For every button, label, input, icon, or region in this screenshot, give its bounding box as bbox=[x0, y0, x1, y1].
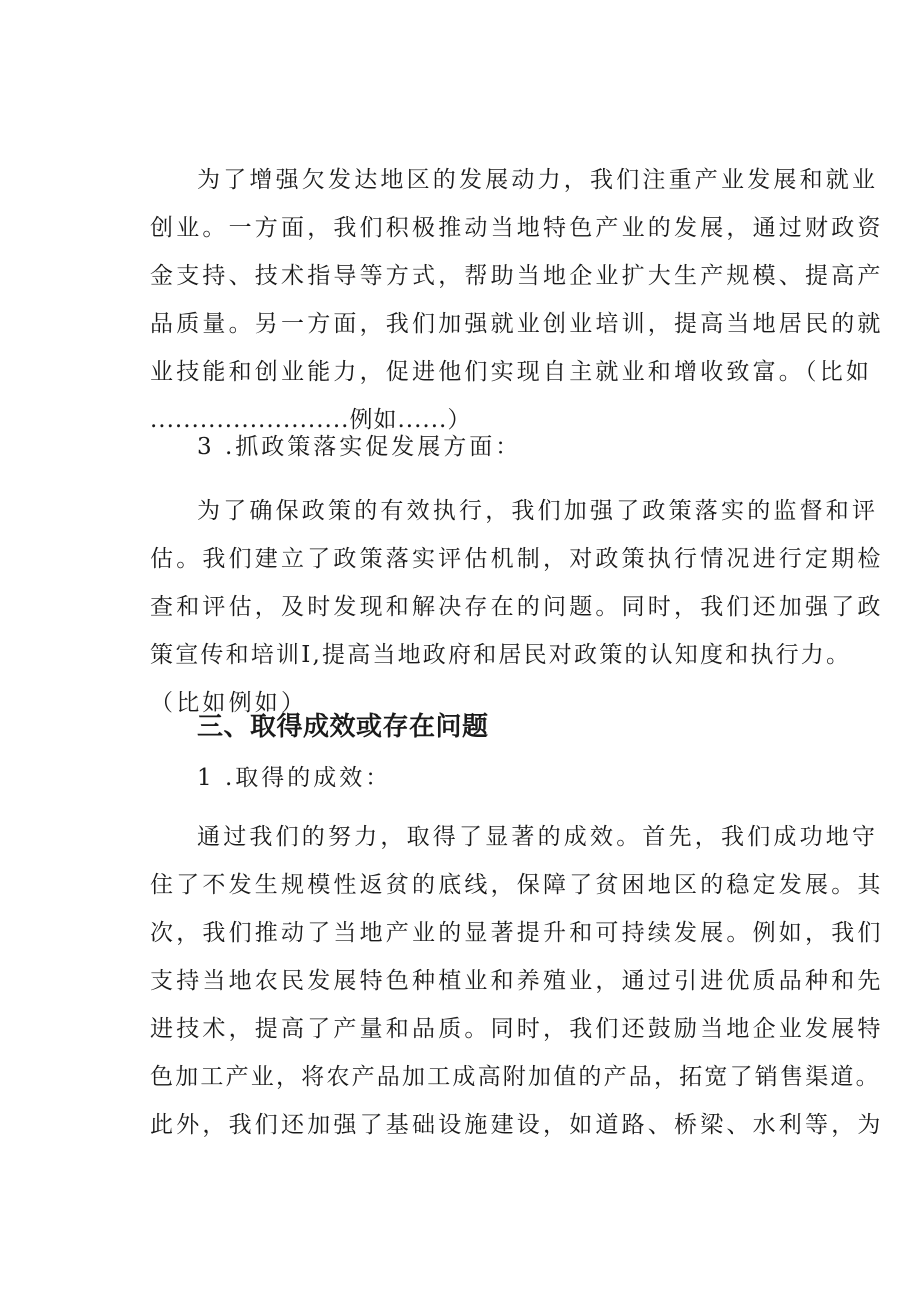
text-line: 色加工产业，将农产品加工成高附加值的产品，拓宽了销售渠道。 bbox=[150, 1064, 881, 1090]
text-line: 此外，我们还加强了基础设施建设，如道路、桥梁、水利等，为 bbox=[150, 1112, 884, 1138]
paragraph-results bbox=[150, 813, 884, 1149]
subheading-policy-implementation: 3 .抓政策落实促发展方面： bbox=[197, 434, 522, 460]
section-heading: 三、取得成效或存在问题 bbox=[197, 712, 489, 742]
text-line: 业技能和创业能力，促进他们实现自主就业和增收致富。（比如 bbox=[150, 359, 873, 385]
text-line: 金支持、技术指导等方式，帮助当地企业扩大生产规模、提高产 bbox=[150, 263, 884, 289]
paragraph-industry-employment bbox=[150, 156, 884, 444]
text-line: 通过我们的努力，取得了显著的成效。首先，我们成功地守 bbox=[197, 824, 879, 850]
paragraph-policy-implementation bbox=[150, 487, 884, 727]
text-line: 住了不发生规模性返贫的底线，保障了贫困地区的稳定发展。其 bbox=[150, 872, 884, 898]
text-line: 查和评估，及时发现和解决存在的问题。同时，我们还加强了政 bbox=[150, 594, 884, 620]
text-line: （比如例如） bbox=[150, 690, 308, 716]
text-line: 为了确保政策的有效执行，我们加强了政策落实的监督和评 bbox=[197, 498, 879, 524]
text-line: 估。我们建立了政策落实评估机制，对政策执行情况进行定期检 bbox=[150, 546, 884, 572]
text-line: ........................例如......） bbox=[150, 407, 472, 433]
subheading-results: 1 .取得的成效： bbox=[197, 765, 392, 791]
text-line: 进技术，提高了产量和品质。同时，我们还鼓励当地企业发展特 bbox=[150, 1016, 884, 1042]
text-line: 次，我们推动了当地产业的显著提升和可持续发展。例如，我们 bbox=[150, 920, 884, 946]
text-line: 支持当地农民发展特色种植业和养殖业，通过引进优质品种和先 bbox=[150, 968, 884, 994]
text-line: 为了增强欠发达地区的发展动力，我们注重产业发展和就业 bbox=[197, 167, 879, 193]
text-line: 创业。一方面，我们积极推动当地特色产业的发展，通过财政资 bbox=[150, 215, 884, 241]
text-line: 策宣传和培训I,提高当地政府和居民对政策的认知度和执行力。 bbox=[150, 642, 852, 668]
text-line: 品质量。另一方面，我们加强就业创业培训，提高当地居民的就 bbox=[150, 311, 884, 337]
